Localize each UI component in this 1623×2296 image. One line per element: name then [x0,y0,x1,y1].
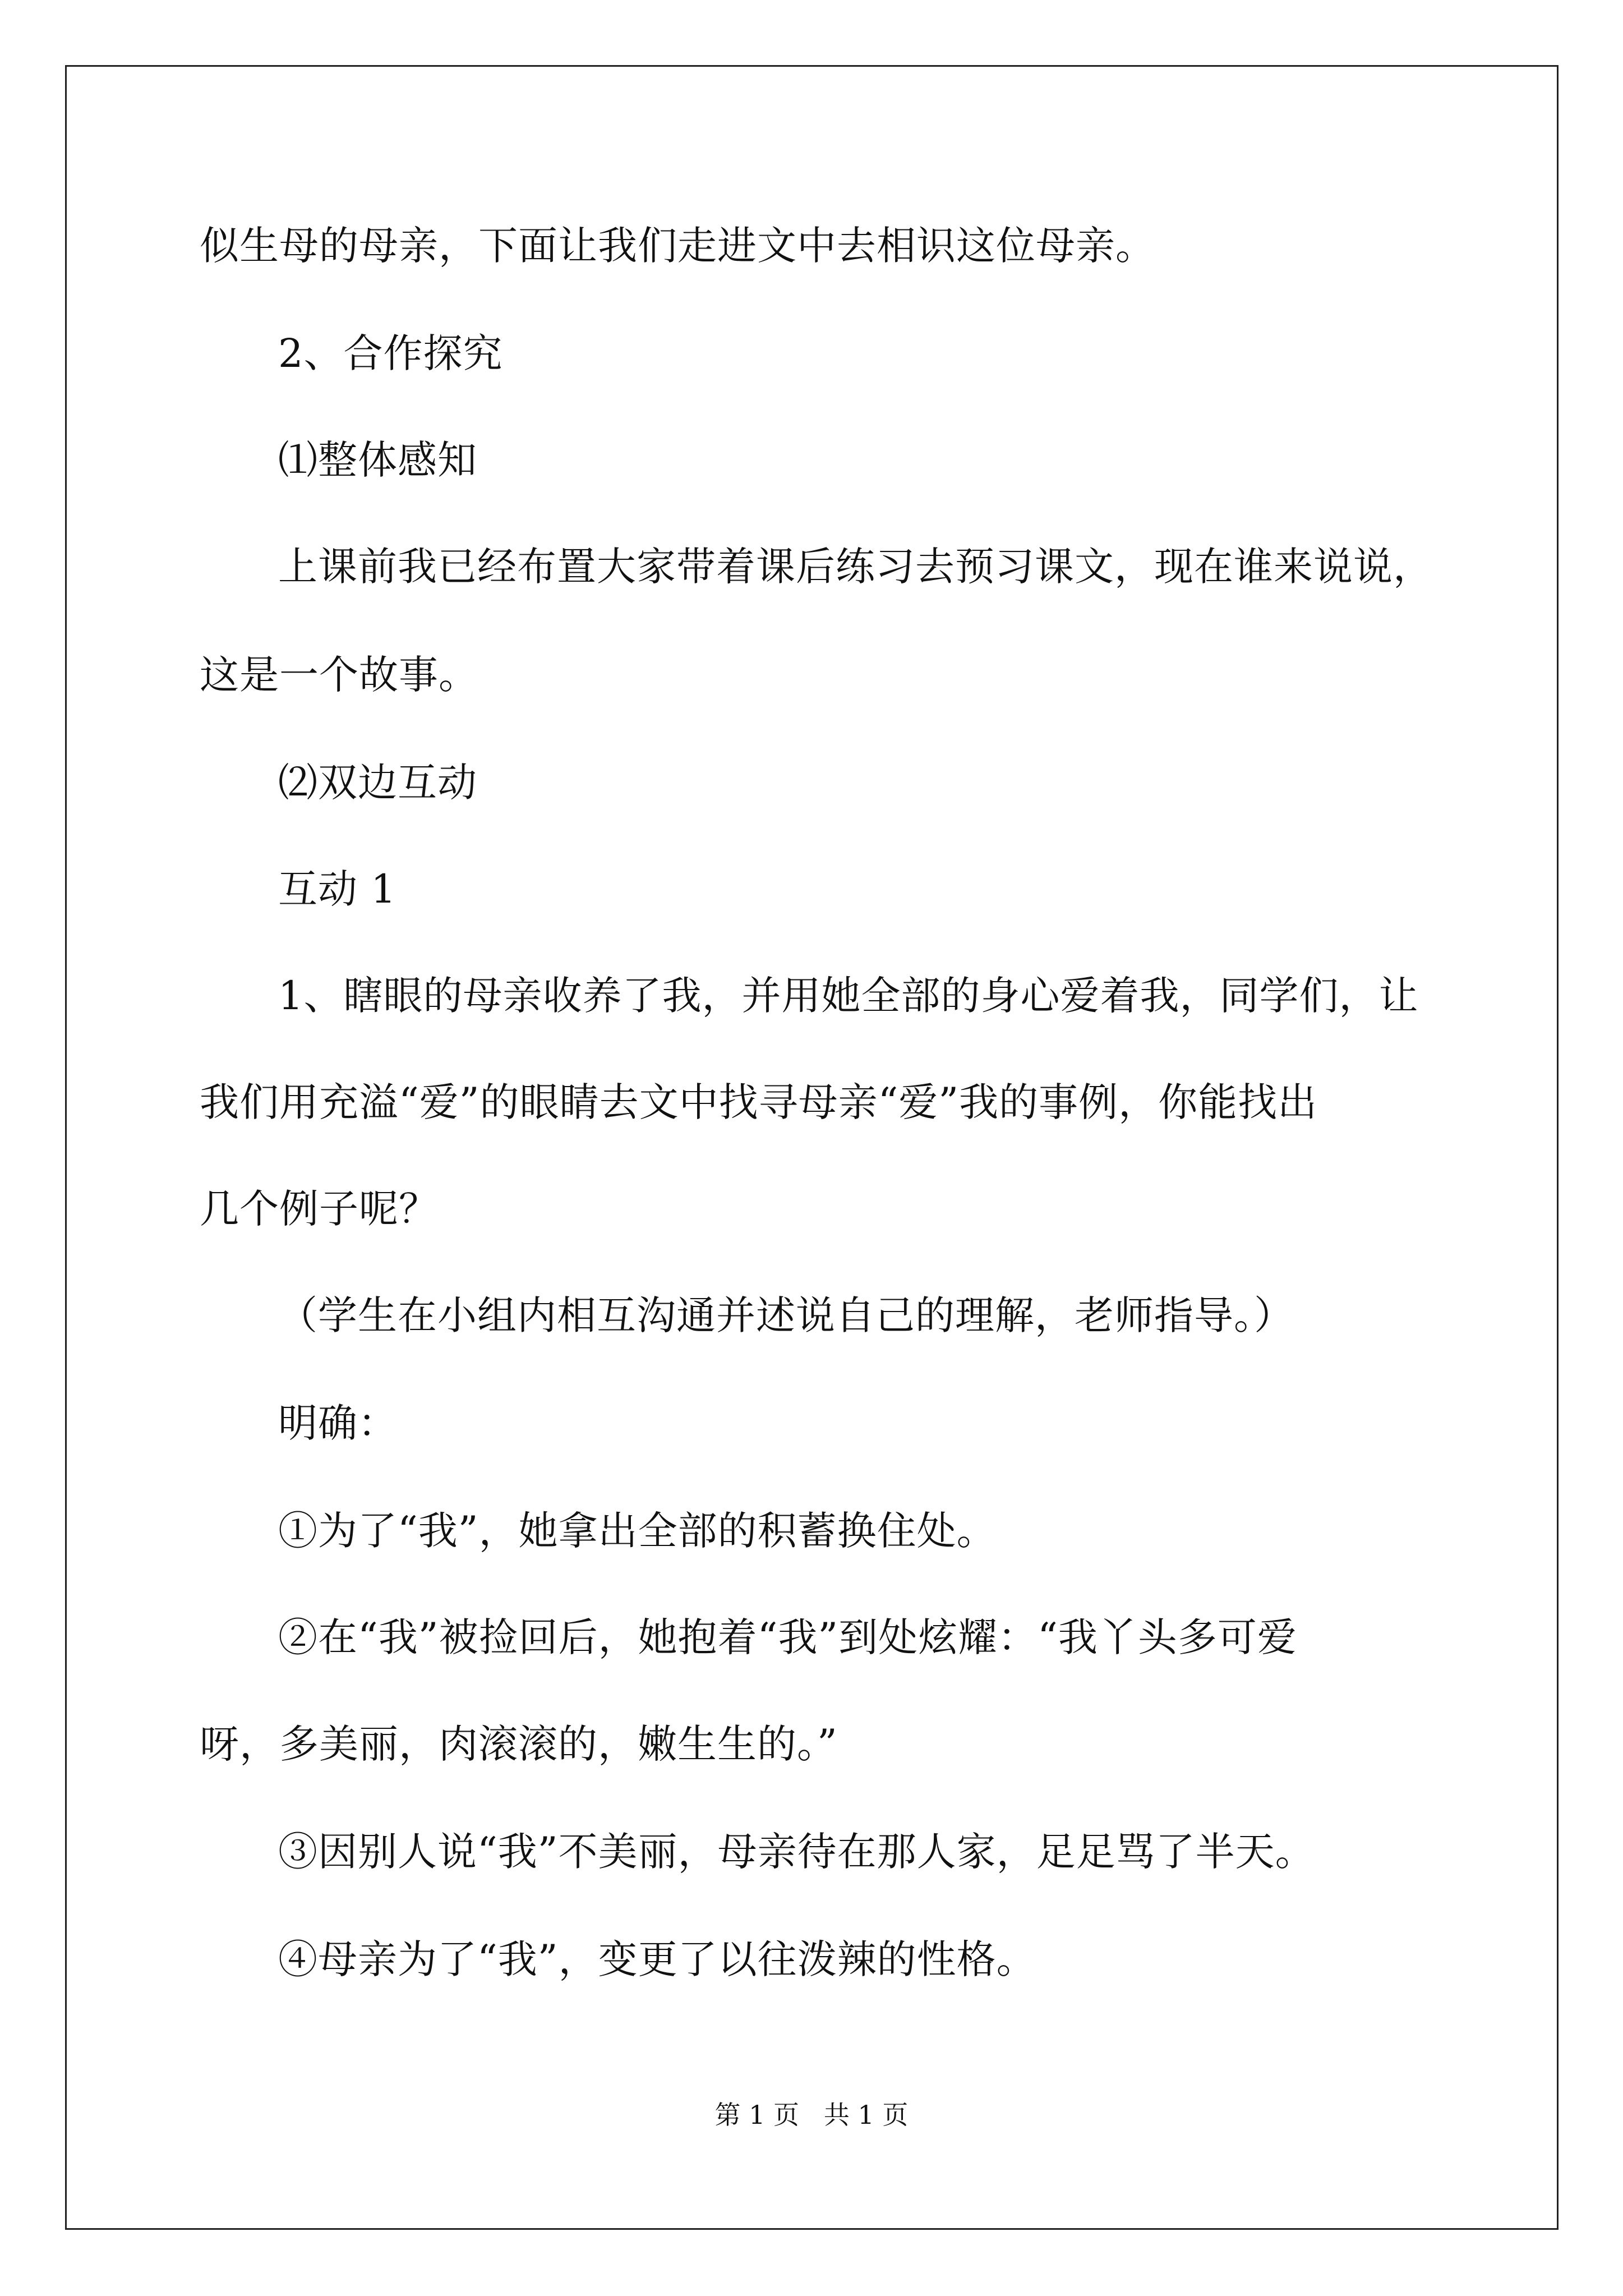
text-line-6: ⑵双边互动 [278,760,477,806]
text-line-2: 2、合作探究 [278,330,503,376]
text-line-14: ②在“我”被捡回后，她抱着“我”到处炫耀：“我丫头多可爱 [278,1614,1297,1660]
text-line-1: 似生母的母亲，下面让我们走进文中去相识这位母亲。 [200,223,1155,269]
text-line-7: 互动 1 [278,866,396,912]
text-line-12: 明确： [278,1400,398,1446]
text-line-8: 1、瞎眼的母亲收养了我，并用她全部的身心爱着我，同学们，让 [278,973,1419,1019]
text-line-10: 几个例子呢？ [200,1186,439,1232]
text-line-11: （学生在小组内相互沟通并述说自己的理解，老师指导。） [278,1292,1294,1338]
page-footer: 第 1 页 共 1 页 [714,2100,909,2130]
page-border [65,65,1559,2230]
text-line-13: ①为了“我”，她拿出全部的积蓄换住处。 [278,1508,997,1554]
text-line-5: 这是一个故事。 [200,652,478,698]
text-line-4: 上课前我已经布置大家带着课后练习去预习课文，现在谁来说说， [278,544,1433,590]
text-line-16: ③因别人说“我”不美丽，母亲待在那人家，足足骂了半天。 [278,1829,1315,1875]
text-line-17: ④母亲为了“我”，变更了以往泼辣的性格。 [278,1936,1036,1982]
text-line-9: 我们用充溢“爱”的眼睛去文中找寻母亲“爱”我的事例，你能找出 [200,1079,1318,1125]
text-line-15: 呀，多美丽，肉滚滚的，嫩生生的。” [200,1721,838,1767]
text-line-3: ⑴整体感知 [278,437,477,483]
